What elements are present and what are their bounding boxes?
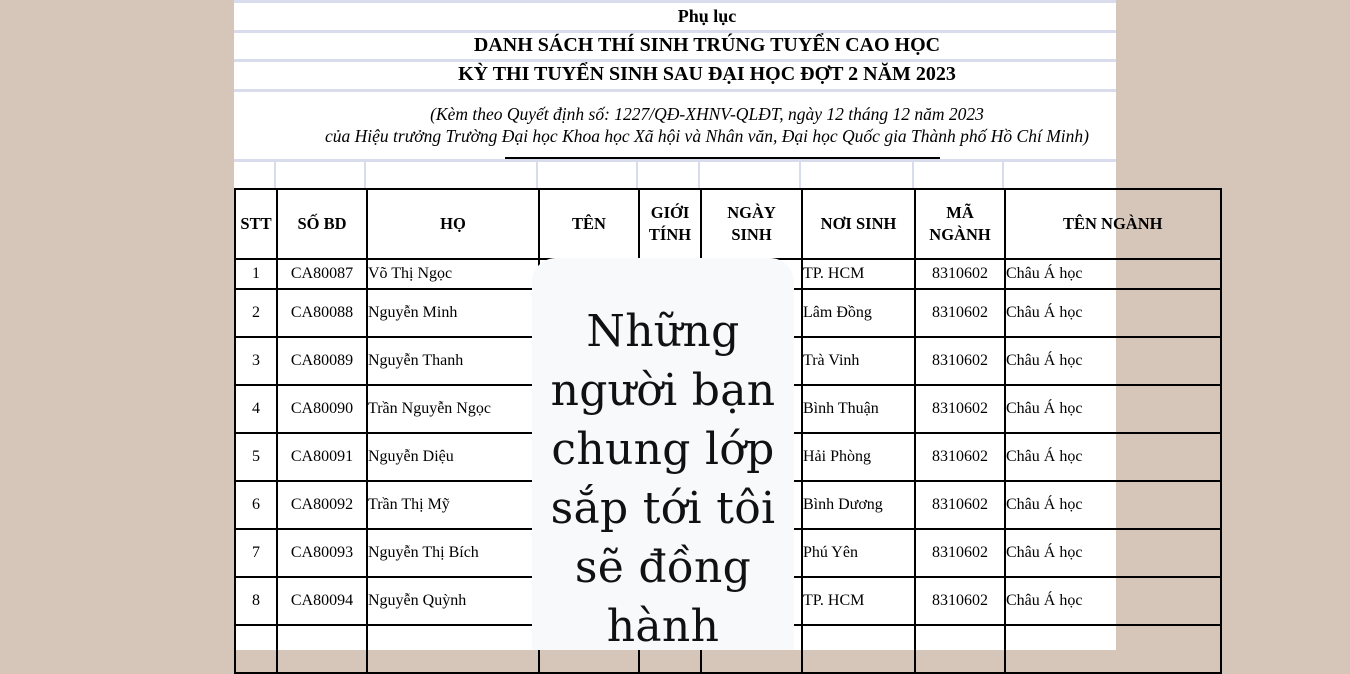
table-header-row — [235, 189, 1221, 259]
blank-cell — [366, 160, 538, 188]
gridline — [234, 59, 1116, 62]
cell-ten-nganh: Châu Á học — [1005, 577, 1221, 625]
cell-noi-sinh: Hải Phòng — [802, 433, 915, 481]
decision-issuer: của Hiệu trưởng Trường Đại học Khoa học Xã hội và Nhân văn, Đại học Quốc gia Thành phố Hồ Chí Minh) — [325, 126, 1089, 146]
cell-ho: Nguyễn Diệu — [367, 433, 539, 481]
cell-sbd: CA80088 — [277, 289, 367, 337]
cell-noi-sinh: Lâm Đồng — [802, 289, 915, 337]
cell-sbd: CA80093 — [277, 529, 367, 577]
cell-sbd: CA80089 — [277, 337, 367, 385]
cell-empty — [1005, 625, 1221, 673]
gridline — [234, 0, 1116, 3]
cell-stt: 8 — [235, 577, 277, 625]
cell-noi-sinh: Bình Thuận — [802, 385, 915, 433]
cell-ten-nganh: Châu Á học — [1005, 481, 1221, 529]
cell-noi-sinh: Bình Dương — [802, 481, 915, 529]
cell-sbd: CA80092 — [277, 481, 367, 529]
cell-stt: 5 — [235, 433, 277, 481]
cell-ma-nganh: 8310602 — [915, 529, 1005, 577]
cell-ho: Nguyễn Quỳnh — [367, 577, 539, 625]
header-noi-sinh: NƠI SINH — [802, 189, 915, 259]
header-ten: TÊN — [539, 189, 639, 259]
header-sbd: SỐ BD — [277, 189, 367, 259]
cell-stt: 7 — [235, 529, 277, 577]
cell-empty — [802, 625, 915, 673]
cell-stt: 4 — [235, 385, 277, 433]
appendix-label: Phụ lục — [677, 6, 737, 26]
cell-ten-nganh: Châu Á học — [1005, 289, 1221, 337]
cell-ma-nganh: 8310602 — [915, 577, 1005, 625]
cell-stt: 3 — [235, 337, 277, 385]
header-ngay-sinh: NGÀY SINH — [701, 189, 802, 259]
cell-stt: 6 — [235, 481, 277, 529]
cell-ho: Nguyễn Minh — [367, 289, 539, 337]
cell-ho: Võ Thị Ngọc — [367, 259, 539, 289]
gridline — [234, 89, 1116, 92]
header-ma-nganh: MÃ NGÀNH — [915, 189, 1005, 259]
cell-sbd: CA80094 — [277, 577, 367, 625]
blank-cell — [700, 160, 801, 188]
cell-ten-nganh: Châu Á học — [1005, 385, 1221, 433]
cell-ho: Trần Nguyễn Ngọc — [367, 385, 539, 433]
title-underline — [505, 157, 940, 159]
blank-cell — [801, 160, 914, 188]
cell-empty — [235, 625, 277, 673]
cell-empty — [367, 625, 539, 673]
cell-noi-sinh: TP. HCM — [802, 259, 915, 289]
cell-ma-nganh: 8310602 — [915, 433, 1005, 481]
cell-noi-sinh: Phú Yên — [802, 529, 915, 577]
caption-text: Những người bạn chung lớp sắp tới tôi sẽ đồng hành — [550, 306, 776, 652]
cell-stt: 2 — [235, 289, 277, 337]
cell-ma-nganh: 8310602 — [915, 289, 1005, 337]
blank-cell — [234, 160, 276, 188]
cell-ma-nganh: 8310602 — [915, 259, 1005, 289]
cell-sbd: CA80091 — [277, 433, 367, 481]
cell-ho: Nguyễn Thị Bích — [367, 529, 539, 577]
blank-cell — [276, 160, 366, 188]
blank-cell — [638, 160, 700, 188]
cell-ten-nganh: Châu Á học — [1005, 259, 1221, 289]
cell-noi-sinh: Trà Vinh — [802, 337, 915, 385]
header-ten-nganh: TÊN NGÀNH — [1005, 189, 1221, 259]
blank-cell — [914, 160, 1004, 188]
header-ho: HỌ — [367, 189, 539, 259]
cell-ten-nganh: Châu Á học — [1005, 433, 1221, 481]
header-stt: STT — [235, 189, 277, 259]
cell-ten-nganh: Châu Á học — [1005, 529, 1221, 577]
cell-ho: Nguyễn Thanh — [367, 337, 539, 385]
cell-sbd: CA80087 — [277, 259, 367, 289]
cell-empty — [277, 625, 367, 673]
cell-ma-nganh: 8310602 — [915, 481, 1005, 529]
cell-empty — [915, 625, 1005, 673]
header-gioi-tinh: GIỚI TÍNH — [639, 189, 701, 259]
cell-ho: Trần Thị Mỹ — [367, 481, 539, 529]
cell-stt: 1 — [235, 259, 277, 289]
document-title: DANH SÁCH THÍ SINH TRÚNG TUYỂN CAO HỌC — [473, 34, 941, 56]
blank-cell — [538, 160, 638, 188]
cell-ma-nganh: 8310602 — [915, 337, 1005, 385]
cell-ma-nganh: 8310602 — [915, 385, 1005, 433]
decision-reference: (Kèm theo Quyết định số: 1227/QĐ-XHNV-QLĐT, ngày 12 tháng 12 năm 2023 — [430, 104, 984, 124]
caption-card — [532, 258, 794, 650]
gridline — [234, 30, 1116, 33]
cell-ten-nganh: Châu Á học — [1005, 337, 1221, 385]
document-subtitle: KỲ THI TUYỂN SINH SAU ĐẠI HỌC ĐỢT 2 NĂM 2023 — [458, 63, 956, 85]
cell-noi-sinh: TP. HCM — [802, 577, 915, 625]
cell-sbd: CA80090 — [277, 385, 367, 433]
